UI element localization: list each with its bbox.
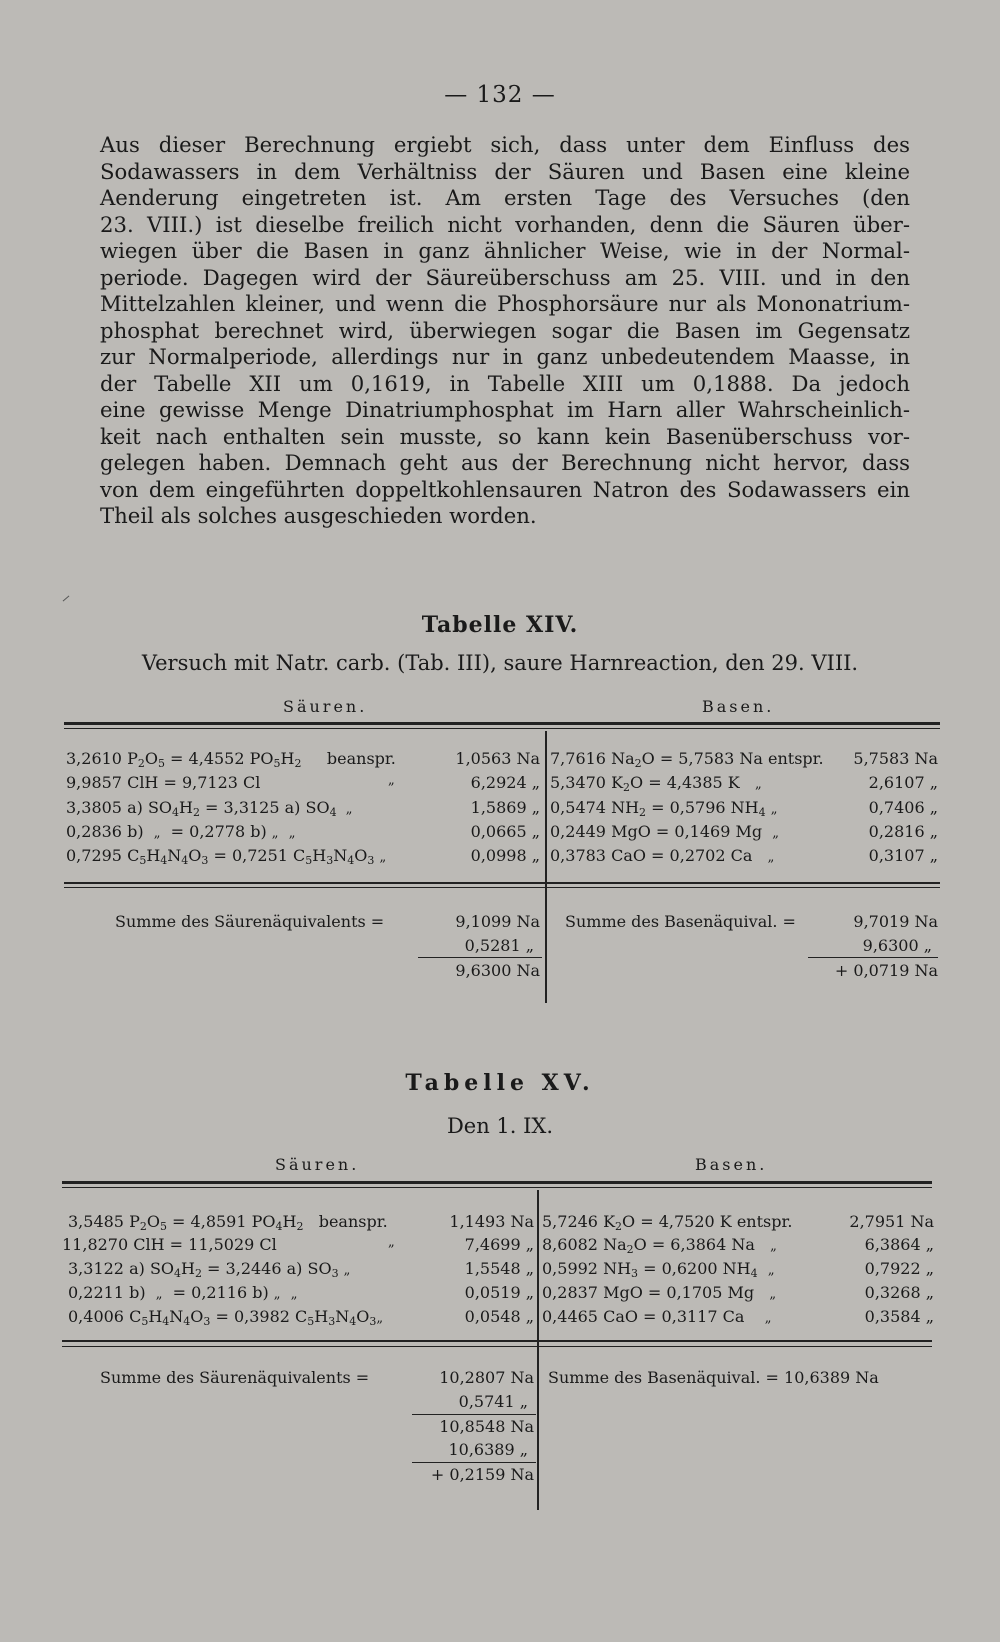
table15-sum-acid-rule-1 (412, 1414, 536, 1415)
paragraph-line: phosphat berechnet wird, überwiegen sogar die Basen im Gegensatz (100, 317, 910, 343)
table14-subtitle: Versuch mit Natr. carb. (Tab. III), saure Harnreaction, den 29. VIII. (141, 651, 859, 675)
body-paragraph (100, 132, 910, 530)
table15-sum-base-label: Summe des Basenäquival. = 10,6389 Na (548, 1368, 879, 1387)
table-row: 0,4006 $C_5H_4N_4O_3 = 0,3982$ $C_5H_3N_4O_3„$ (68, 1307, 384, 1328)
table14-sum-acid-3: 9,6300 Na (455, 961, 540, 980)
table-row: 3,3122 a) $SO_4H_2 = 3,2446$ a) $SO_3$ „ (68, 1259, 351, 1280)
table-cell-value: 0,2816 „ (868, 822, 938, 841)
paragraph-line: zur Normalperiode, allerdings nur in ganz unbedeutendem Maasse, in (100, 344, 910, 369)
table-cell-value: 0,7922 „ (864, 1259, 934, 1278)
paragraph-line: Sodawassers in dem Verhältniss der Säuren und Basen eine kleine (100, 158, 910, 184)
table15-sum-acid-2: 0,5741 „ (458, 1392, 528, 1411)
paragraph-line: 23. VIII.) ist dieselbe freilich nicht vorhanden, denn die Säuren über- (100, 211, 910, 237)
table14-sum-base-3: + 0,0719 Na (834, 961, 938, 980)
table15-head-acids: Säuren. (275, 1155, 360, 1174)
table14-head-acids: Säuren. (283, 697, 368, 716)
table-row: 0,5474 $NH_2 = 0,5796$ $NH_4$ „ (550, 798, 778, 819)
paragraph-line: gelegen haben. Demnach geht aus der Berechnung nicht hervor, dass (100, 450, 910, 475)
paragraph-line: Aus dieser Berechnung ergiebt sich, dass unter dem Einfluss des (100, 132, 910, 157)
table-cell-value: 0,0519 „ (464, 1283, 534, 1302)
table-row: 9,9857 ClH = 9,7123 Cl „ (66, 773, 395, 792)
paragraph-line: periode. Dagegen wird der Säureüberschuss am 25. VIII. und in den (100, 264, 910, 290)
table15-sum-acid-5: + 0,2159 Na (430, 1465, 534, 1484)
table14-mid-rule (64, 882, 940, 884)
table15-title: Tabelle XV. (405, 1070, 595, 1096)
paragraph-line: Theil als solches ausgeschieden worden. (100, 503, 537, 528)
page-number: — 132 — (444, 82, 556, 108)
table-row: 3,3805 a) $SO_4H_2 = 3,3125$ a) $SO_4$ „ (66, 798, 353, 819)
table15-sum-acid-label: Summe des Säurenäquivalents = (100, 1368, 370, 1387)
table-row: 0,2449 MgO = 0,1469 Mg „ (550, 822, 780, 841)
paragraph-line: Mittelzahlen kleiner, und wenn die Phosphorsäure nur als Mononatrium- (100, 291, 910, 316)
table-cell-value: 1,1493 Na (449, 1212, 534, 1231)
table-cell-value: 1,0563 Na (455, 749, 540, 768)
table15-mid-rule-thin (62, 1346, 932, 1347)
table-cell-value: 0,7406 „ (868, 798, 938, 817)
paragraph-line: der Tabelle XII um 0,1619, in Tabelle XIII um 0,1888. Da jedoch (100, 370, 910, 396)
table14-sum-acid-rule (418, 957, 542, 958)
table14-top-rule (64, 722, 940, 725)
table14-mid-rule-thin (64, 887, 940, 888)
table-cell-value: 2,7951 Na (849, 1212, 934, 1231)
table14-column-divider (545, 731, 547, 1003)
table15-mid-rule (62, 1340, 932, 1342)
paragraph-line: von dem eingeführten doppeltkohlensauren Natron des Sodawassers ein (100, 476, 910, 502)
table-cell-value: 0,3584 „ (864, 1307, 934, 1326)
table-cell-value: 7,4699 „ (464, 1235, 534, 1254)
table-row: 0,4465 CaO = 0,3117 Ca „ (542, 1307, 772, 1326)
table15-subtitle: Den 1. IX. (446, 1114, 554, 1138)
table14-sum-acid-2: 0,5281 „ (464, 936, 534, 955)
table14-sum-base-2: 9,6300 „ (862, 936, 932, 955)
table-row: 3,5485 $P_2O_5 = 4,8591$ $PO_4H_2$ beanspr. (68, 1212, 388, 1233)
table14-sum-base-1: 9,7019 Na (853, 912, 938, 931)
table14-sum-base-label: Summe des Basenäquival. = (565, 912, 796, 931)
table15-column-divider (537, 1190, 539, 1510)
table-cell-value: 0,0548 „ (464, 1307, 534, 1326)
table-cell-value: 0,0665 „ (470, 822, 540, 841)
table14-sum-base-rule (808, 957, 938, 958)
table-cell-value: 6,3864 „ (864, 1235, 934, 1254)
table15-sum-acid-1: 10,2807 Na (439, 1368, 534, 1387)
table15-top-rule (62, 1181, 932, 1184)
pencil-mark (63, 596, 70, 602)
table14-head-bases: Basen. (702, 697, 775, 716)
table-row: 5,3470 $K_2O = 4,4385$ K „ (550, 773, 762, 794)
table15-head-bases: Basen. (695, 1155, 768, 1174)
table-row: 0,2211 b) „ = 0,2116 b) „ „ (68, 1283, 298, 1302)
table14-top-rule-thin (64, 728, 940, 729)
paragraph-line: Aenderung eingetreten ist. Am ersten Tage des Versuches (den (100, 185, 910, 210)
table-row: 8,6082 $Na_2O = 6,3864$ Na „ (542, 1235, 777, 1256)
table-row: 0,3783 CaO = 0,2702 Ca „ (550, 846, 775, 865)
table-cell-value: 0,0998 „ (470, 846, 540, 865)
table15-sum-acid-rule-2 (412, 1462, 536, 1463)
table-row: 11,8270 ClH = 11,5029 Cl „ (62, 1235, 395, 1254)
table-row: 0,2836 b) „ = 0,2778 b) „ „ (66, 822, 296, 841)
table-row: 0,2837 MgO = 0,1705 Mg „ (542, 1283, 777, 1302)
table-row: 0,5992 $NH_3 = 0,6200$ $NH_4$ „ (542, 1259, 775, 1280)
table-cell-value: 1,5548 „ (464, 1259, 534, 1278)
table-row: 7,7616 $Na_2O = 5,7583$ Na entspr. (550, 749, 824, 770)
table-row: 5,7246 $K_2O = 4,7520$ K entspr. (542, 1212, 793, 1233)
table15-sum-acid-4: 10,6389 „ (448, 1440, 528, 1459)
paragraph-line: wiegen über die Basen in ganz ähnlicher Weise, wie in der Normal- (100, 238, 910, 263)
paragraph-line: keit nach enthalten sein musste, so kann kein Basenüberschuss vor- (100, 423, 910, 449)
table-cell-value: 0,3268 „ (864, 1283, 934, 1302)
paragraph-line: eine gewisse Menge Dinatriumphosphat im Harn aller Wahrscheinlich- (100, 397, 910, 422)
table14-title: Tabelle XIV. (421, 612, 579, 638)
table14-sum-acid-label: Summe des Säurenäquivalents = (115, 912, 385, 931)
table15-sum-acid-3: 10,8548 Na (439, 1417, 534, 1436)
table-cell-value: 5,7583 Na (853, 749, 938, 768)
table-cell-value: 6,2924 „ (470, 773, 540, 792)
table-cell-value: 0,3107 „ (868, 846, 938, 865)
table-cell-value: 1,5869 „ (470, 798, 540, 817)
table14-sum-acid-1: 9,1099 Na (455, 912, 540, 931)
table-row: 3,2610 $P_2O_5 = 4,4552$ $PO_5H_2$ beanspr. (66, 749, 396, 770)
table-row: 0,7295 $C_5H_4N_4O_3 = 0,7251$ $C_5H_3N_4O_3$ „ (66, 846, 387, 867)
table-cell-value: 2,6107 „ (868, 773, 938, 792)
table15-top-rule-thin (62, 1187, 932, 1188)
